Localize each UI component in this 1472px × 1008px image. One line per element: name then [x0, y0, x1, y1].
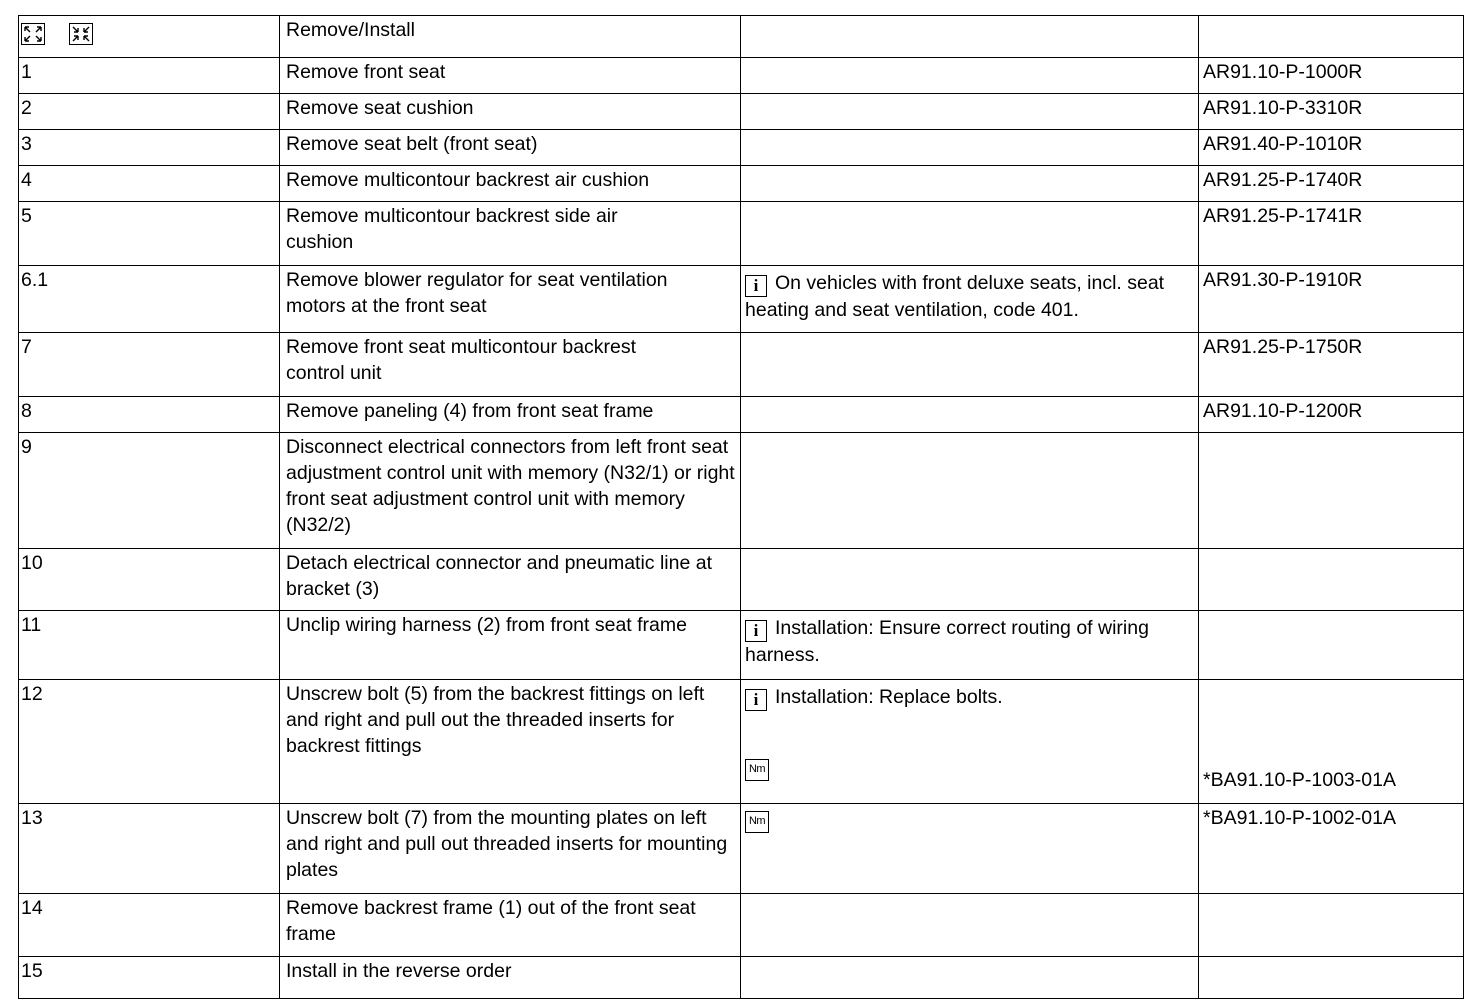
step-action: Remove paneling (4) from front seat frame — [280, 397, 741, 433]
step-action: Unclip wiring harness (2) from front seat frame — [280, 611, 741, 680]
step-action: Disconnect electrical connectors from left front seat adjustment control unit with memory (N32/1) or right front seat adjustment control unit with memory (N32/2) — [280, 433, 741, 549]
step-action: Remove front seat — [280, 58, 741, 94]
torque-icon[interactable]: Nm — [745, 811, 769, 833]
step-number: 15 — [19, 957, 280, 999]
table-row — [19, 611, 1464, 680]
step-number: 8 — [19, 397, 280, 433]
step-number: 10 — [19, 549, 280, 611]
table-row — [19, 957, 1464, 999]
table-row — [19, 333, 1464, 397]
header-title: Remove/Install — [280, 16, 741, 58]
step-action: Remove front seat multicontour backrest control unit — [280, 333, 741, 397]
step-reference — [1199, 680, 1464, 804]
procedure-table — [18, 15, 1464, 999]
step-reference[interactable]: AR91.25-P-1750R — [1199, 333, 1464, 397]
step-action: Remove multicontour backrest side air cushion — [280, 202, 741, 266]
table-row — [19, 58, 1464, 94]
step-action: Install in the reverse order — [280, 957, 741, 999]
step-number: 3 — [19, 130, 280, 166]
info-icon[interactable]: i — [745, 689, 767, 711]
torque-reference[interactable]: *BA91.10-P-1003-01A — [1203, 769, 1396, 791]
step-action: Remove multicontour backrest air cushion — [280, 166, 741, 202]
step-reference[interactable]: AR91.25-P-1741R — [1199, 202, 1464, 266]
step-action: Remove seat cushion — [280, 94, 741, 130]
table-row — [19, 804, 1464, 894]
step-action: Detach electrical connector and pneumatic line at bracket (3) — [280, 549, 741, 611]
step-reference[interactable]: AR91.25-P-1740R — [1199, 166, 1464, 202]
step-action: Remove seat belt (front seat) — [280, 130, 741, 166]
table-row — [19, 166, 1464, 202]
step-action: Remove blower regulator for seat ventilation motors at the front seat — [280, 266, 741, 333]
table-row — [19, 433, 1464, 549]
torque-icon[interactable]: Nm — [745, 759, 769, 781]
step-reference[interactable]: AR91.10-P-3310R — [1199, 94, 1464, 130]
note-text: Installation: Ensure correct routing of wiring harness. — [745, 617, 1149, 666]
step-number: 12 — [19, 680, 280, 804]
step-note — [741, 804, 1199, 894]
table-row — [19, 202, 1464, 266]
table-row — [19, 397, 1464, 433]
header-icons-cell — [19, 16, 280, 58]
step-number: 14 — [19, 894, 280, 957]
table-row — [19, 894, 1464, 957]
step-number: 1 — [19, 58, 280, 94]
expand-icon[interactable] — [21, 23, 45, 45]
step-reference[interactable]: AR91.40-P-1010R — [1199, 130, 1464, 166]
step-note — [741, 680, 1199, 804]
step-note — [741, 611, 1199, 680]
header-row — [19, 16, 1464, 58]
note-text: On vehicles with front deluxe seats, incl. seat heating and seat ventilation, code 401. — [745, 272, 1165, 321]
step-action: Remove backrest frame (1) out of the front seat frame — [280, 894, 741, 957]
step-number: 5 — [19, 202, 280, 266]
table-row — [19, 680, 1464, 804]
collapse-icon[interactable] — [69, 23, 93, 45]
table-row — [19, 266, 1464, 333]
step-number: 2 — [19, 94, 280, 130]
info-icon[interactable]: i — [745, 620, 767, 642]
info-icon[interactable]: i — [745, 275, 767, 297]
step-note — [741, 266, 1199, 333]
step-number: 7 — [19, 333, 280, 397]
table-row — [19, 549, 1464, 611]
step-action: Unscrew bolt (7) from the mounting plates on left and right and pull out threaded inserts for mounting plates — [280, 804, 741, 894]
step-number: 6.1 — [19, 266, 280, 333]
step-reference[interactable]: AR91.10-P-1200R — [1199, 397, 1464, 433]
note-text: Installation: Replace bolts. — [775, 686, 1003, 708]
step-action: Unscrew bolt (5) from the backrest fittings on left and right and pull out the threaded inserts for backrest fittings — [280, 680, 741, 804]
step-reference — [1199, 804, 1464, 894]
table-row — [19, 130, 1464, 166]
step-number: 11 — [19, 611, 280, 680]
step-reference[interactable]: AR91.30-P-1910R — [1199, 266, 1464, 333]
torque-reference[interactable]: *BA91.10-P-1002-01A — [1203, 807, 1396, 829]
step-number: 13 — [19, 804, 280, 894]
step-reference[interactable]: AR91.10-P-1000R — [1199, 58, 1464, 94]
table-row — [19, 94, 1464, 130]
step-number: 9 — [19, 433, 280, 549]
step-number: 4 — [19, 166, 280, 202]
